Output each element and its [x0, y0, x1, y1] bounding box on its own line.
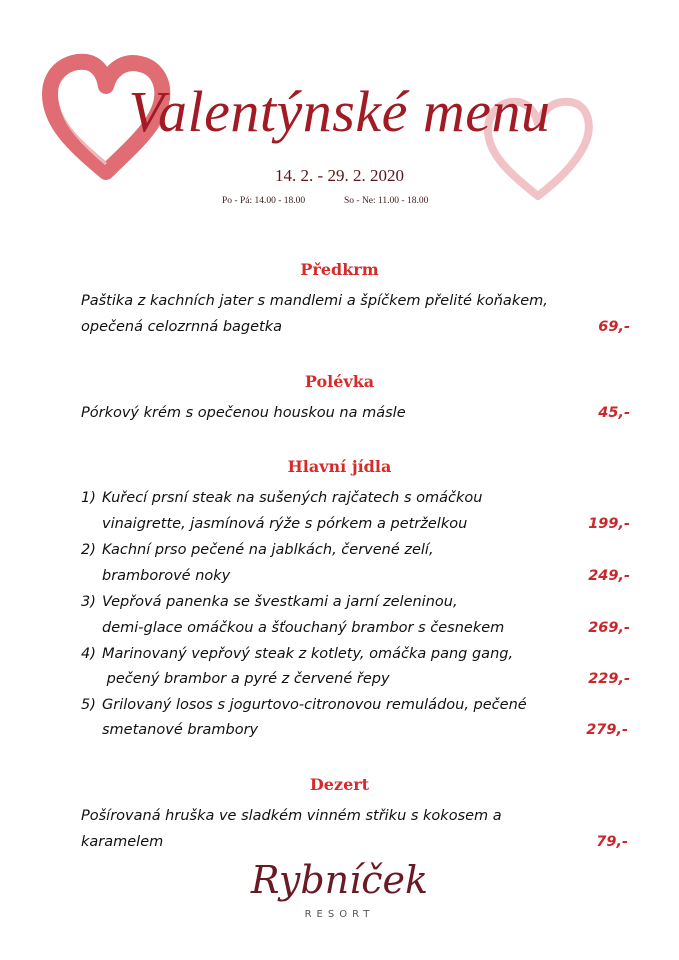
starter-line-1: Paštika z kachních jater s mandlemi a špíčkem přelité koňakem, — [81, 293, 548, 309]
menu-title: Valentýnské menu — [128, 79, 551, 144]
main-item-5-number: 5) — [81, 697, 96, 713]
section-title-soup: Polévka — [304, 372, 375, 391]
main-item-1-line-2: vinaigrette, jasmínová rýže s pórkem a petrželkou — [102, 516, 468, 532]
section-title-mains: Hlavní jídla — [287, 457, 392, 476]
main-item-4-number: 4) — [81, 646, 96, 662]
main-item-5-line-1: Grilovaný losos s jogurtovo-citronovou remuládou, pečené — [102, 697, 527, 713]
main-item-3-line-1: Vepřová panenka se švestkami a jarní zeleninou, — [102, 594, 458, 610]
main-item-3-line-2: demi-glace omáčkou a šťouchaný brambor s česnekem — [102, 620, 505, 636]
main-item-4-line-2: pečený brambor a pyré z červené řepy — [102, 671, 390, 687]
menu-dates: 14. 2. - 29. 2. 2020 — [275, 166, 404, 185]
soup-line-1: Pórkový krém s opečenou houskou na másle — [81, 405, 406, 421]
section-title-starter: Předkrm — [300, 260, 379, 279]
main-item-1-price: 199,- — [588, 516, 630, 532]
main-item-1-line-1: Kuřecí prsní steak na sušených rajčatech s omáčkou — [102, 490, 483, 506]
main-item-4-line-1: Marinovaný vepřový steak z kotlety, omáčka pang gang, — [102, 646, 514, 662]
resort-logo: Rybníček — [250, 858, 429, 902]
starter-price: 69,- — [598, 319, 630, 335]
main-item-2-line-1: Kachní prso pečené na jablkách, červené zelí, — [102, 542, 434, 558]
main-item-2-number: 2) — [81, 542, 96, 558]
resort-logo-subtitle: RESORT — [304, 909, 375, 920]
dessert-line-2: karamelem — [81, 834, 164, 850]
dessert-price: 79,- — [596, 834, 628, 850]
main-item-5-price: 279,- — [586, 722, 628, 738]
main-item-3-number: 3) — [81, 594, 96, 610]
main-item-3-price: 269,- — [588, 620, 630, 636]
main-item-5-line-2: smetanové brambory — [102, 722, 259, 738]
hours-weekend: So - Ne: 11.00 - 18.00 — [344, 196, 429, 206]
main-item-1-number: 1) — [81, 490, 96, 506]
starter-line-2: opečená celozrnná bagetka — [81, 319, 282, 335]
soup-price: 45,- — [598, 405, 630, 421]
section-title-dessert: Dezert — [309, 775, 370, 794]
main-item-4-price: 229,- — [588, 671, 630, 687]
main-item-2-price: 249,- — [588, 568, 630, 584]
dessert-line-1: Pošírovaná hruška ve sladkém vinném střiku s kokosem a — [81, 808, 502, 824]
hours-weekday: Po - Pá: 14.00 - 18.00 — [222, 196, 306, 206]
main-item-2-line-2: bramborové noky — [102, 568, 231, 584]
